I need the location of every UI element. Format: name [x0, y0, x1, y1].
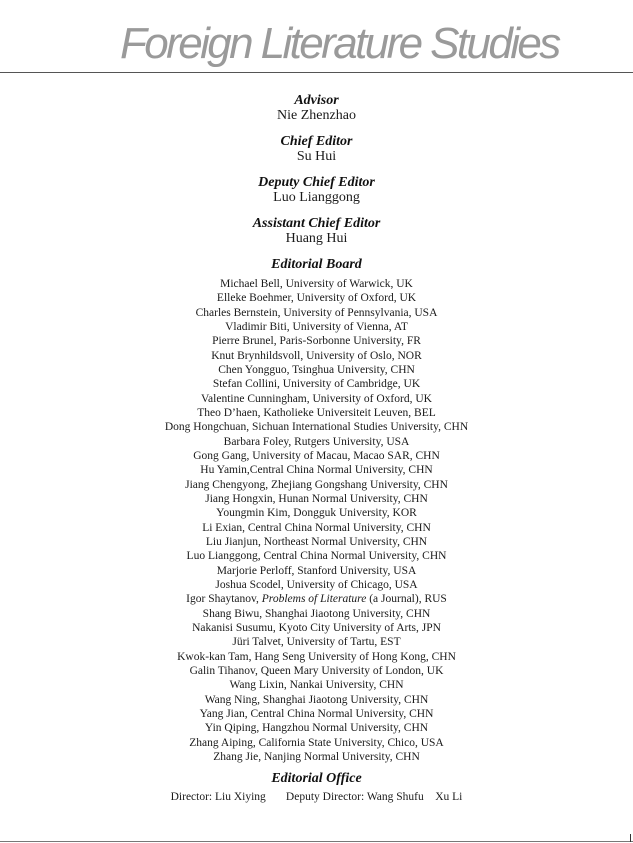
editorial-office-title: Editorial Office — [271, 771, 362, 787]
role-title: Deputy Chief Editor — [258, 175, 375, 190]
masthead-divider — [0, 72, 633, 73]
board-member: Youngmin Kim, Dongguk University, KOR — [216, 507, 417, 520]
board-member: Stefan Collini, University of Cambridge, UK — [212, 378, 421, 391]
board-member: Liu Jianjun, Northeast Normal University, CHN — [205, 535, 428, 548]
board-member: Barbara Foley, Rutgers University, USA — [223, 435, 410, 448]
director: Director: Liu Xiying — [170, 791, 266, 804]
board-member: Zhang Jie, Nanjing Normal University, CHN — [213, 750, 420, 763]
role-name: Huang Hui — [285, 231, 348, 246]
board-member: Zhang Aiping, California State University, Chico, USA — [189, 736, 444, 749]
board-member: Gong Gang, University of Macau, Macao SAR, CHN — [193, 449, 440, 462]
journal-title: Foreign Literature Studies — [120, 19, 559, 68]
board-member: Galin Tihanov, Queen Mary University of London, UK — [189, 664, 444, 677]
journal-name: Problems of Literature — [261, 593, 367, 606]
editorial-board-list — [0, 277, 633, 764]
board-member: Pierre Brunel, Paris-Sorbonne University, FR — [212, 335, 421, 348]
board-member: Marjorie Perloff, Stanford University, USA — [216, 564, 417, 577]
office-staff-member: Xu Li — [435, 791, 463, 804]
board-member: Dong Hongchuan, Sichuan International Studies University, CHN — [164, 421, 469, 434]
board-member: Wang Lixin, Nankai University, CHN — [229, 679, 404, 692]
board-member: Hu Yamin,Central China Normal University, CHN — [200, 464, 433, 477]
board-member: Vladimir Biti, University of Vienna, AT — [225, 320, 408, 333]
board-member: Chen Yongguo, Tsinghua University, CHN — [218, 363, 415, 376]
board-member: Kwok-kan Tam, Hang Seng University of Hong Kong, CHN — [177, 650, 456, 663]
board-member: Wang Ning, Shanghai Jiaotong University, CHN — [204, 693, 429, 706]
board-member: Jiang Chengyong, Zhejiang Gongshang University, CHN — [185, 478, 448, 491]
role-assistant-chief-editor — [0, 216, 633, 246]
board-member: Yang Jian, Central China Normal University, CHN — [199, 707, 434, 720]
role-name: Nie Zhenzhao — [277, 108, 356, 123]
board-member: Charles Bernstein, University of Pennsylvania, USA — [195, 306, 438, 319]
role-deputy-chief-editor — [0, 175, 633, 205]
board-member: Michael Bell, University of Warwick, UK — [220, 278, 413, 290]
board-member: Igor Shaytanov, Problems of Literature (a Journal), RUS — [186, 593, 447, 606]
editorial-office-staff — [0, 789, 633, 805]
role-title: Assistant Chief Editor — [252, 216, 381, 231]
role-title: Advisor — [294, 93, 339, 108]
deputy-director: Deputy Director: Wang Shufu — [285, 791, 424, 804]
board-member: Theo D’haen, Katholieke Universiteit Leuven, BEL — [197, 406, 436, 419]
role-title: Chief Editor — [280, 134, 353, 149]
board-member: Joshua Scodel, University of Chicago, USA — [215, 578, 418, 591]
board-member: Knut Brynhildsvoll, University of Oslo, NOR — [211, 349, 422, 362]
role-chief-editor — [0, 134, 633, 164]
board-member: Yin Qiping, Hangzhou Normal University, CHN — [204, 722, 429, 735]
role-name: Luo Lianggong — [273, 190, 360, 205]
role-name: Su Hui — [296, 149, 337, 164]
crop-mark — [630, 834, 631, 842]
board-member: Elleke Boehmer, University of Oxford, UK — [216, 292, 417, 305]
editorial-content — [0, 93, 633, 805]
board-member: Jiang Hongxin, Hunan Normal University, CHN — [205, 492, 428, 505]
board-member: Luo Lianggong, Central China Normal University, CHN — [186, 550, 447, 563]
board-member: Jüri Talvet, University of Tartu, EST — [232, 636, 401, 649]
role-advisor — [0, 93, 633, 123]
board-member: Li Exian, Central China Normal University, CHN — [202, 521, 431, 534]
board-member: Nakanisi Susumu, Kyoto City University of Arts, JPN — [192, 621, 441, 634]
editorial-board-title: Editorial Board — [271, 257, 362, 272]
footer-divider — [0, 841, 633, 842]
board-member: Valentine Cunningham, University of Oxford, UK — [201, 392, 432, 405]
board-member: Shang Biwu, Shanghai Jiaotong University, CHN — [202, 607, 431, 620]
masthead — [0, 0, 633, 74]
